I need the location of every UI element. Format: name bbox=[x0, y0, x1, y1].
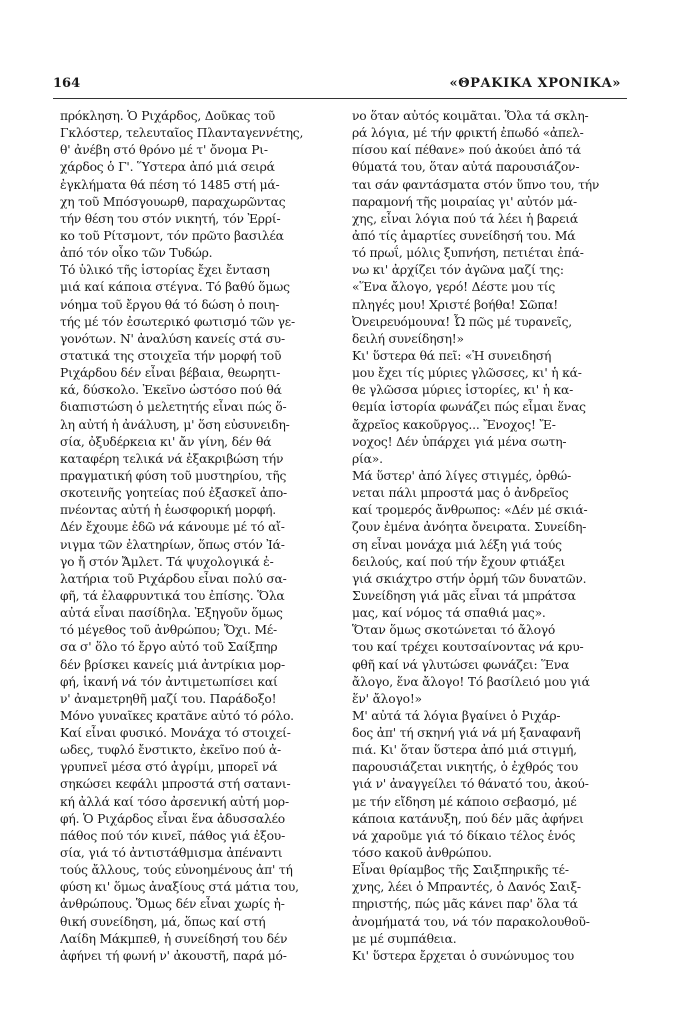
text-line: γιά σκιάχτρο στήν ὁρμή τῶν δυνατῶν. bbox=[352, 571, 587, 586]
text-line: πραγματική φύση τοῦ μυστηρίου, τῆς bbox=[60, 468, 287, 483]
text-line: ωδες, τυφλό ἔνστικτο, ἐκεῖνο πού ἀ- bbox=[60, 743, 281, 758]
text-line: Εἶναι θρίαμβος τῆς Σαιξπηρικῆς τέ- bbox=[352, 863, 569, 878]
text-line: γρυπνεῖ μέσα στό ἀγρίμι, μπορεῖ νά bbox=[60, 760, 278, 775]
text-line: καταφέρη τελικά νά ἐξακριβώση τήν bbox=[60, 451, 284, 466]
text-line: φύση κι' ὅμως ἀναξίους στά μάτια του, bbox=[60, 880, 299, 895]
text-line: νοχος! Δέν ὑπάρχει γιά μένα σωτη- bbox=[352, 434, 567, 449]
text-line: αὐτά εἶναι πασίδηλα. Ἐξηγοῦν ὅμως bbox=[60, 606, 283, 621]
text-line: λατήρια τοῦ Ριχάρδου εἶναι πολύ σα- bbox=[60, 571, 287, 586]
text-line: Δέν ἔχουμε ἐδῶ νά κάνουμε μέ τό αἴ- bbox=[60, 520, 285, 535]
text-line: πίσου καί πέθανε» πού ἀκούει ἀπό τά bbox=[352, 143, 581, 158]
text-line: ἀπό τίς ἁμαρτίες συνείδησή του. Μά bbox=[352, 228, 576, 243]
text-line: τής μέ τόν ἐσωτερικό φωτισμό τῶν γε- bbox=[60, 314, 295, 329]
text-line: φή. Ὁ Ριχάρδος εἶναι ἕνα ἀδυσσαλέο bbox=[60, 811, 285, 826]
text-line: Καί εἶναι φυσικό. Μονάχα τό στοιχεί- bbox=[60, 726, 291, 741]
text-line: γονότων. Ν' ἀναλύση κανείς στά συ- bbox=[60, 331, 285, 346]
text-line: δέν βρίσκει κανείς μιά ἀντρίκια μορ- bbox=[60, 657, 285, 672]
text-line: νιγμα τῶν ἐλατηρίων, ὅπως στόν Ἰά- bbox=[60, 537, 285, 552]
text-line: μιά καί κάποια στέγνα. Τό βαθύ ὅμως bbox=[60, 280, 290, 295]
header-rule bbox=[53, 98, 627, 99]
text-line: «Ἕνα ἄλογο, γερό! Δέστε μου τίς bbox=[352, 280, 556, 295]
text-line: νά χαροῦμε γιά τό δίκαιο τέλος ἑνός bbox=[352, 828, 576, 843]
text-line: τό μέγεθος τοῦ ἀνθρώπου; Ὄχι. Μέ- bbox=[60, 623, 277, 638]
text-line: μας, καί νόμος τά σπαθιά μας». bbox=[352, 606, 546, 621]
text-line: πηριστής, πώς μᾶς κάνει παρ' ὅλα τά bbox=[352, 897, 578, 912]
text-line: σία, ὀξυδέρκεια κι' ἄν γίνη, δέν θά bbox=[60, 434, 272, 449]
text-line: σηκώσει κεφάλι μπροστά στή σατανι- bbox=[60, 777, 291, 792]
text-line: τήν θέση του στόν νικητή, τόν Ἐρρί- bbox=[60, 211, 281, 226]
text-line: φή, ἱκανή νά τόν ἀντιμετωπίσει καί bbox=[60, 674, 278, 689]
text-line: ἀφήνει τή φωνή ν' ἀκουστῆ, παρά μό- bbox=[60, 948, 287, 963]
text-line: κάποια κατάνυξη, πού δέν μᾶς ἀφήνει bbox=[352, 811, 584, 826]
text-line: ἐγκλήματα θά πέση τό 1485 στή μά- bbox=[60, 177, 280, 192]
text-line: κο τοῦ Ρίτσμοντ, τόν πρῶτο βασιλέα bbox=[60, 228, 284, 243]
text-line: χη τοῦ Μπόσγουωρθ, παραχωρῶντας bbox=[60, 194, 286, 209]
text-line: μου ἔχει τίς μύριες γλῶσσες, κι' ἡ κά- bbox=[352, 366, 582, 381]
text-line: νεται πάλι μπροστά μας ὁ ἀνδρεῖος bbox=[352, 486, 569, 501]
text-line: Μά ὕστερ' ἀπό λίγες στιγμές, ὀρθώ- bbox=[352, 468, 572, 483]
text-line: σκοτεινῆς γοητείας πού ἐξασκεῖ ἀπο- bbox=[60, 486, 288, 501]
text-line: θική συνείδηση, μά, ὅπως καί στή bbox=[60, 914, 266, 929]
text-line: ἀνθρώπους. Ὅμως δέν εἶναι χωρίς ἠ- bbox=[60, 897, 285, 912]
text-line: ἄλογο, ἕνα ἄλογο! Τό βασίλειό μου γιά bbox=[352, 674, 590, 689]
text-line: πρόκληση. Ὁ Ριχάρδος, Δοῦκας τοῦ bbox=[60, 109, 276, 123]
text-line: θε γλῶσσα μύριες ἱστορίες, κι' ἡ κα- bbox=[352, 383, 574, 398]
text-line: φθῆ καί νά γλυτώσει φωνάζει: Ἕνα bbox=[352, 657, 570, 672]
text-line: Ὀνειρευόμουνα! Ὦ πῶς μέ τυρανεῖς, bbox=[352, 314, 573, 329]
text-line: ζουν ἐμένα ἀνόητα ὄνειρατα. Συνείδη- bbox=[352, 520, 587, 535]
text-line: ἀνομήματά του, νά τόν παρακολουθοῦ- bbox=[352, 914, 590, 929]
text-line: Ὅταν ὅμως σκοτώνεται τό ἄλογό bbox=[352, 623, 556, 638]
text-line: τόσο κακοῦ ἀνθρώπου. bbox=[352, 846, 492, 861]
text-line: Συνείδηση γιά μᾶς εἶναι τά μπράτσα bbox=[352, 588, 576, 603]
text-line: λη αὐτή ἡ ἀνάλυση, μ' ὅση εὐσυνειδη- bbox=[60, 417, 290, 432]
text-line: Μ' αὐτά τά λόγια βγαίνει ὁ Ριχάρ- bbox=[352, 708, 561, 723]
text-line: κή ἀλλά καί τόσο ἀρσενική αὐτή μορ- bbox=[60, 794, 289, 809]
text-line: Τό ὑλικό τῆς ἱστορίας ἔχει ἔνταση bbox=[60, 263, 270, 278]
text-line: Μόνο γυναῖκες κρατᾶνε αὐτό τό ρόλο. bbox=[60, 708, 294, 723]
text-line: ρά λόγια, μέ τήν φρικτή ἐπωδό «ἀπελ- bbox=[352, 126, 584, 141]
text-line: γιά ν' ἀναγγείλει τό θάνατό του, ἀκού- bbox=[352, 777, 589, 792]
text-line: ν' ἀναμετρηθῆ μαζί του. Παράδοξο! bbox=[60, 691, 277, 706]
text-line: γο ἤ στόν Ἄμλετ. Τά ψυχολογικά ἐ- bbox=[60, 554, 274, 569]
text-line: νω κι' ἀρχίζει τόν ἀγῶνα μαζί της: bbox=[352, 263, 564, 278]
text-line: του καί τρέχει κουτσαίνοντας νά κρυ- bbox=[352, 640, 584, 655]
left-text-column bbox=[60, 108, 332, 965]
text-line: διαπιστώση ὁ μελετητής εἶναι πώς ὅ- bbox=[60, 400, 287, 415]
text-line: με μέ συμπάθεια. bbox=[352, 931, 457, 946]
text-line: πιά. Κι' ὅταν ὕστερα ἀπό μιά στιγμή, bbox=[352, 743, 577, 758]
text-line: Κι' ὕστερα ἔρχεται ὁ συνώνυμος του bbox=[352, 948, 574, 963]
text-line: κά, δύσκολο. Ἐκεῖνο ὡστόσο πού θά bbox=[60, 383, 282, 398]
text-line: με τήν εἴδηση μέ κάποιο σεβασμό, μέ bbox=[352, 794, 577, 809]
text-line: δειλή συνείδηση!» bbox=[352, 331, 464, 346]
text-line: ρία». bbox=[352, 451, 383, 466]
text-line: παρουσιάζεται νικητής, ὁ ἐχθρός του bbox=[352, 760, 578, 775]
text-line: τούς ἄλλους, τούς εὐνοημένους ἀπ' τή bbox=[60, 863, 293, 878]
text-line: φῆ, τά ἐλαφρυντικά του ἐπίσης. Ὅλα bbox=[60, 588, 285, 603]
text-line: νόημα τοῦ ἔργου θά τό δώση ὁ ποιη- bbox=[60, 297, 280, 312]
text-line: Κι' ὕστερα θά πεῖ: «Ἡ συνειδησή bbox=[352, 348, 552, 363]
text-line: χνης, λέει ὁ Μπραντές, ὁ Δανός Σαιξ- bbox=[352, 880, 581, 895]
text-line: Γκλόστερ, τελευταῖος Πλανταγεννέτης, bbox=[60, 126, 304, 141]
text-line: θεμία ἱστορία φωνάζει πώς εἶμαι ἕνας bbox=[352, 400, 586, 415]
text-line: δος ἀπ' τή σκηνή γιά νά μή ξαναφανῆ bbox=[352, 726, 581, 741]
page-number: 164 bbox=[53, 76, 81, 91]
text-line: θύματά του, ὅταν αὐτά παρουσιάζον- bbox=[352, 160, 580, 175]
text-line: καί τρομερός ἄνθρωπος: «Δέν μέ σκιά- bbox=[352, 503, 588, 518]
text-line: πληγές μου! Χριστέ βοήθα! Σῶπα! bbox=[352, 297, 559, 312]
text-line: σα σ' ὅλο τό ἔργο αὐτό τοῦ Σαίξπηρ bbox=[60, 640, 278, 655]
text-line: νο ὅταν αὐτός κοιμᾶται. Ὅλα τά σκλη- bbox=[352, 109, 589, 123]
text-line: ἕν' ἄλογο!» bbox=[352, 691, 422, 706]
text-line: παραμονή τῆς μοιραίας γι' αὐτόν μά- bbox=[352, 194, 577, 209]
text-line: Λαίδη Μάκμπεθ, ἡ συνείδησή του δέν bbox=[60, 931, 288, 946]
text-line: δειλούς, καί πού τήν ἔχουν φτιάξει bbox=[352, 554, 566, 569]
right-text-column bbox=[352, 108, 626, 965]
text-line: Ριχάρδου δέν εἶναι βέβαια, θεωρητι- bbox=[60, 366, 281, 381]
text-line: θ' ἀνέβη στό θρόνο μέ τ' ὄνομα Ρι- bbox=[60, 143, 268, 158]
text-line: χάρδος ὁ Γ'. Ὕστερα ἀπό μιά σειρά bbox=[60, 160, 275, 175]
text-line: ἀπό τόν οἶκο τῶν Τυδώρ. bbox=[60, 246, 213, 261]
text-line: χης, εἶναι λόγια πού τά λέει ἡ βαρειά bbox=[352, 211, 578, 226]
text-line: στατικά της στοιχεῖα τήν μορφή τοῦ bbox=[60, 348, 282, 363]
text-line: ἄχρεῖος κακοῦργος... Ἔνοχος! Ἔ- bbox=[352, 417, 556, 432]
text-line: τό πρωΐ, μόλις ξυπνήση, πετιέται ἐπά- bbox=[352, 246, 584, 261]
text-line: σία, γιά τό ἀντιστάθμισμα ἀπέναντι bbox=[60, 846, 283, 861]
text-line: πνέοντας αὐτή ἡ ἑωσφορική μορφή. bbox=[60, 503, 277, 518]
text-line: ση εἶναι μονάχα μιά λέξη γιά τούς bbox=[352, 537, 562, 552]
text-line: ται σάν φαντάσματα στόν ὕπνο του, τήν bbox=[352, 177, 600, 192]
text-line: πάθος πού τόν κινεῖ, πάθος γιά ἐξου- bbox=[60, 828, 286, 843]
running-title: «ΘΡΑΚΙΚΑ ΧΡΟΝΙΚΑ» bbox=[449, 76, 621, 91]
